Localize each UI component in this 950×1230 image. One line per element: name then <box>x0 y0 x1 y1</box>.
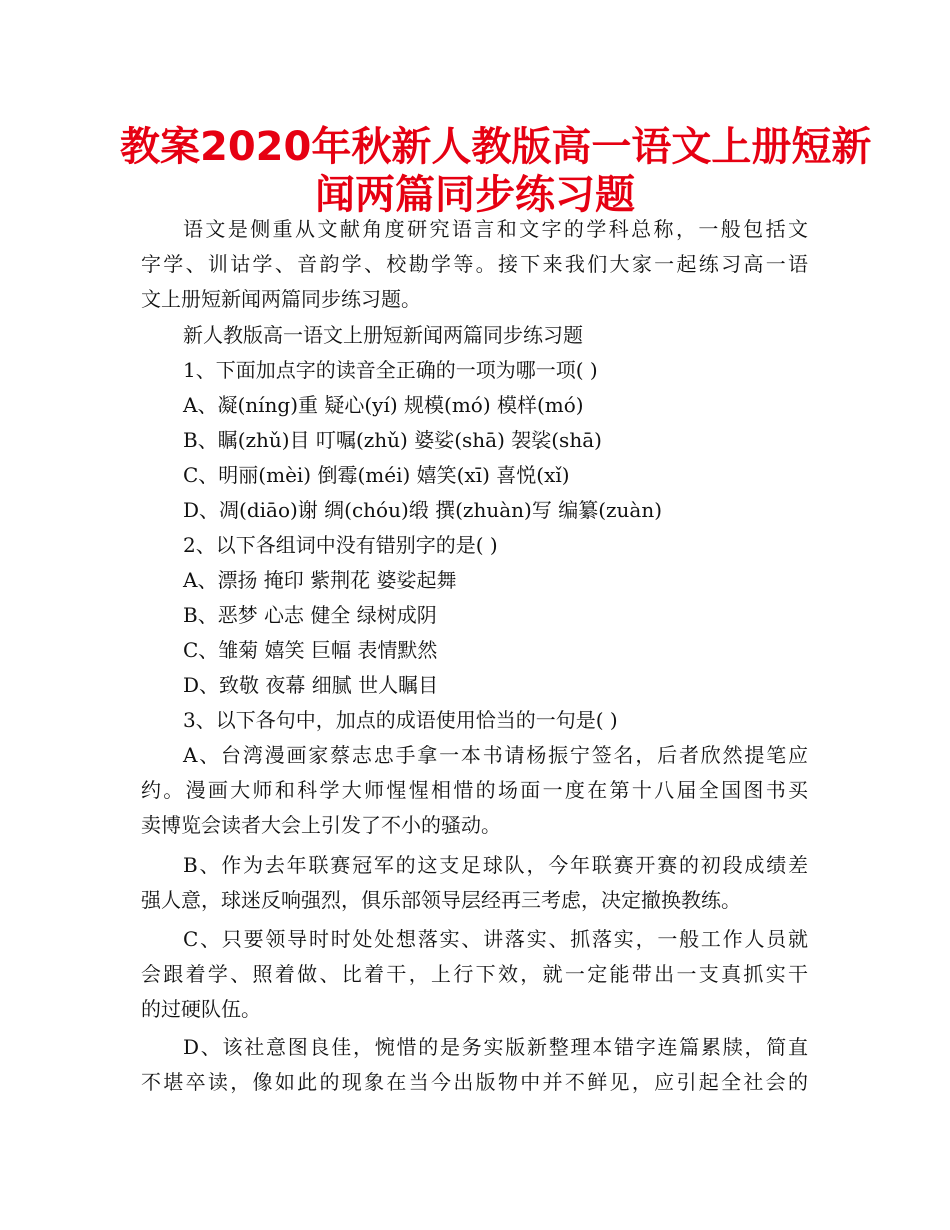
section-subtitle: 新人教版高一语文上册短新闻两篇同步练习题 <box>183 323 583 347</box>
question-2-option-b: B、恶梦 心志 健全 绿树成阴 <box>183 603 437 627</box>
question-3-option-c-line-2: 会跟着学、照着做、比着干，上行下效，就一定能带出一支真抓实干 <box>141 962 808 986</box>
question-1-option-d: D、凋(diāo)谢 绸(chóu)缎 撰(zhuàn)写 编纂(zuàn) <box>183 498 663 522</box>
question-3-stem: 3、以下各句中，加点的成语使用恰当的一句是( ) <box>183 708 618 732</box>
intro-line-1: 语文是侧重从文献角度研究语言和文字的学科总称，一般包括文 <box>183 217 808 241</box>
question-3-option-a-line-1: A、台湾漫画家蔡志忠手拿一本书请杨振宁签名，后者欣然提笔应 <box>183 743 808 767</box>
document-title-line-1: 教案2020年秋新人教版高一语文上册短新 <box>120 124 872 170</box>
question-1-option-c: C、明丽(mèi) 倒霉(méi) 嬉笑(xī) 喜悦(xǐ) <box>183 463 570 487</box>
question-1-option-b: B、瞩(zhǔ)目 叮嘱(zhǔ) 婆娑(shā) 袈裟(shā) <box>183 428 602 452</box>
document-title-line-2: 闻两篇同步练习题 <box>315 172 635 218</box>
question-3-option-a-line-3: 卖博览会读者大会上引发了不小的骚动。 <box>141 813 501 837</box>
question-3-option-a-line-2: 约。漫画大师和科学大师惺惺相惜的场面一度在第十八届全国图书买 <box>141 778 808 802</box>
question-3-option-d-line-2: 不堪卒读，像如此的现象在当今出版物中并不鲜见，应引起全社会的 <box>141 1070 808 1094</box>
question-3-option-c-line-3: 的过硬队伍。 <box>141 997 261 1021</box>
question-3-option-c-line-1: C、只要领导时时处处想落实、讲落实、抓落实，一般工作人员就 <box>183 927 808 951</box>
question-3-option-b-line-2: 强人意，球迷反响强烈，俱乐部领导层经再三考虑，决定撤换教练。 <box>141 888 741 912</box>
question-3-option-b-line-1: B、作为去年联赛冠军的这支足球队，今年联赛开赛的初段成绩差 <box>183 853 808 877</box>
question-2-stem: 2、以下各组词中没有错别字的是( ) <box>183 533 498 557</box>
question-1-stem: 1、下面加点字的读音全正确的一项为哪一项( ) <box>183 358 598 382</box>
intro-line-3: 文上册短新闻两篇同步练习题。 <box>141 287 421 311</box>
question-2-option-d: D、致敬 夜幕 细腻 世人瞩目 <box>183 673 439 697</box>
question-1-option-a: A、凝(níng)重 疑心(yí) 规模(mó) 模样(mó) <box>183 393 584 417</box>
question-2-option-a: A、漂扬 掩印 紫荆花 婆娑起舞 <box>183 568 457 592</box>
intro-line-2: 字学、训诂学、音韵学、校勘学等。接下来我们大家一起练习高一语 <box>141 252 808 276</box>
question-3-option-d-line-1: D、该社意图良佳，惋惜的是务实版新整理本错字连篇累牍，简直 <box>183 1035 808 1059</box>
question-2-option-c: C、雏菊 嬉笑 巨幅 表情默然 <box>183 638 438 662</box>
